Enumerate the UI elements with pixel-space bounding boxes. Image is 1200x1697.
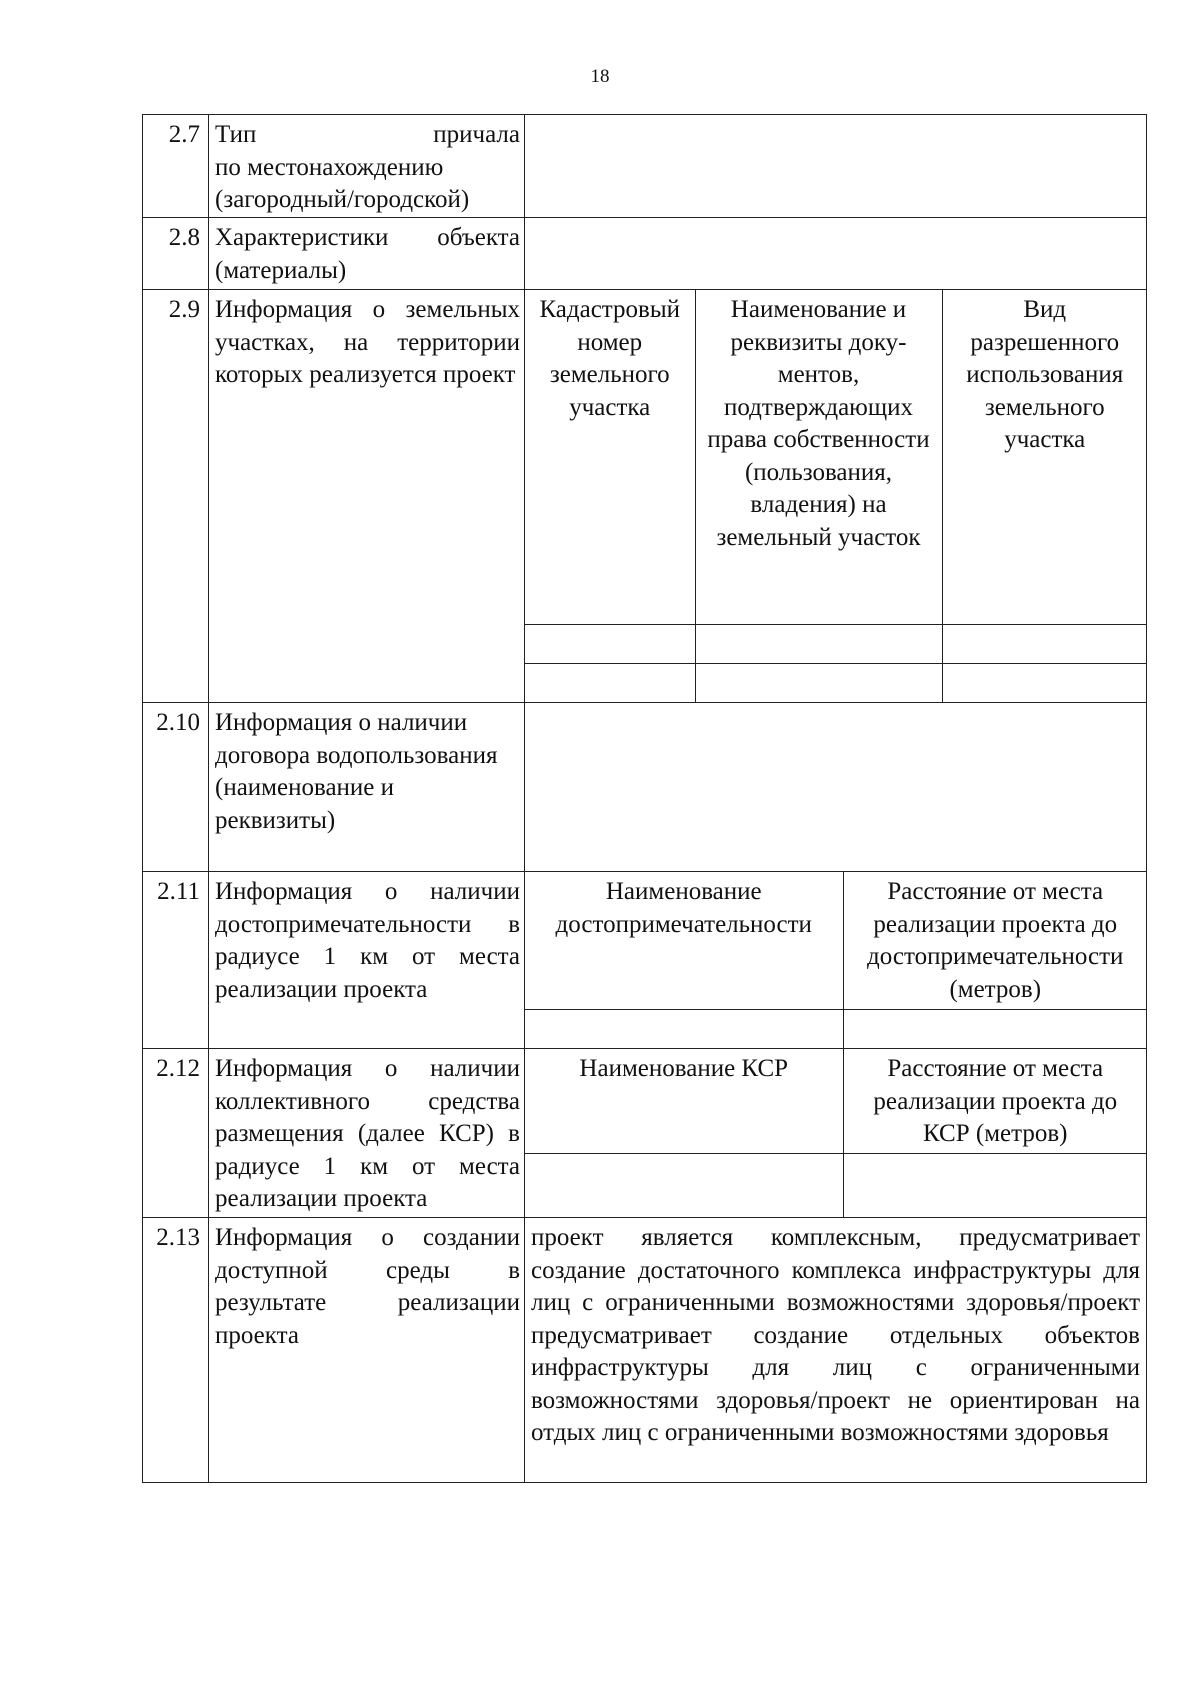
column-header-ownership-documents: Наименование и реквизиты доку-ментов, подтверждающих права собственности (пользования, владения) на земельный участок <box>695 290 942 624</box>
row-label: Характеристики объекта (материалы) <box>209 218 525 290</box>
row-label: Информация о создании доступной среды в результате реализации проекта <box>209 1218 525 1483</box>
row-label-word-2: причала <box>433 121 520 148</box>
project-info-table <box>142 114 1147 1483</box>
table-row-2-8 <box>143 218 1147 290</box>
empty-cell[interactable] <box>695 624 942 663</box>
row-label: Информация о наличии договора водопользования (наименование и реквизиты) <box>209 703 525 872</box>
row-value-cell[interactable] <box>525 218 1147 290</box>
landmarks-subtable-cell <box>525 872 1147 1049</box>
column-header-permitted-use: Вид разрешенного использования земельного участка <box>942 290 1147 624</box>
table-row-2-7 <box>143 115 1147 218</box>
empty-cell[interactable] <box>525 624 695 663</box>
empty-cell[interactable] <box>843 1153 1147 1217</box>
row-number: 2.12 <box>143 1049 209 1218</box>
column-header-ksr-name: Наименование КСР <box>579 1055 789 1082</box>
accommodation-subtable-cell <box>525 1049 1147 1218</box>
table-row-2-12 <box>143 1049 1147 1218</box>
row-label: Информация о земельных участках, на территории которых реализуется проект <box>209 290 525 703</box>
empty-cell[interactable] <box>525 663 695 702</box>
column-header-landmark-name: Наименование достопримечательности <box>555 878 812 938</box>
land-plots-subtable-cell <box>525 290 1147 703</box>
table-row-2-11 <box>143 872 1147 1049</box>
row-label: Информация о наличии коллективного средства размещения (далее КСР) в радиусе 1 км от места реализации проекта <box>209 1049 525 1218</box>
row-number: 2.13 <box>143 1218 209 1483</box>
accommodation-subtable <box>525 1049 1147 1217</box>
empty-cell[interactable] <box>942 624 1147 663</box>
accessibility-description: проект является комплексным, предусматривает создание достаточного комплекса инфраструктуры для лиц с ограниченными возможностями здоровья/проект предусматривает создание отдельных объектов инфраструктуры для лиц с ограниченными возможностями здоровья/проект не ориентирован на отдых лиц с ограниченными возможностями здоровья <box>531 1224 1140 1446</box>
row-number: 2.9 <box>143 290 209 703</box>
table-row-2-13 <box>143 1218 1147 1483</box>
row-value-cell[interactable] <box>525 115 1147 218</box>
row-number: 2.11 <box>143 872 209 1049</box>
column-header-cadastral-number: Кадастровый номер земельного участка <box>539 296 681 421</box>
land-plots-subtable <box>525 290 1147 702</box>
row-label-word-1: Тип <box>215 121 257 148</box>
landmarks-subtable <box>525 872 1147 1048</box>
empty-cell[interactable] <box>525 1009 843 1048</box>
row-value-cell <box>525 1218 1147 1483</box>
row-number: 2.7 <box>143 115 209 218</box>
empty-cell[interactable] <box>942 663 1147 702</box>
empty-cell[interactable] <box>695 663 942 702</box>
table-row-2-10 <box>143 703 1147 872</box>
row-label <box>209 115 525 218</box>
table-row-2-9 <box>143 290 1147 703</box>
column-header-landmark-distance: Расстояние от места реализации проекта до достопримечательности (метров) <box>843 872 1147 1009</box>
row-label-rest: по местонахождению (загородный/городской) <box>215 153 470 213</box>
column-header-ksr-distance: Расстояние от места реализации проекта до КСР (метров) <box>843 1049 1147 1153</box>
empty-cell[interactable] <box>525 1153 843 1217</box>
row-value-cell[interactable] <box>525 703 1147 872</box>
page-number: 18 <box>590 66 610 87</box>
row-number: 2.10 <box>143 703 209 872</box>
empty-cell[interactable] <box>843 1009 1147 1048</box>
row-label: Информация о наличии достопримечательности в радиусе 1 км от места реализации проекта <box>209 872 525 1049</box>
row-number: 2.8 <box>143 218 209 290</box>
